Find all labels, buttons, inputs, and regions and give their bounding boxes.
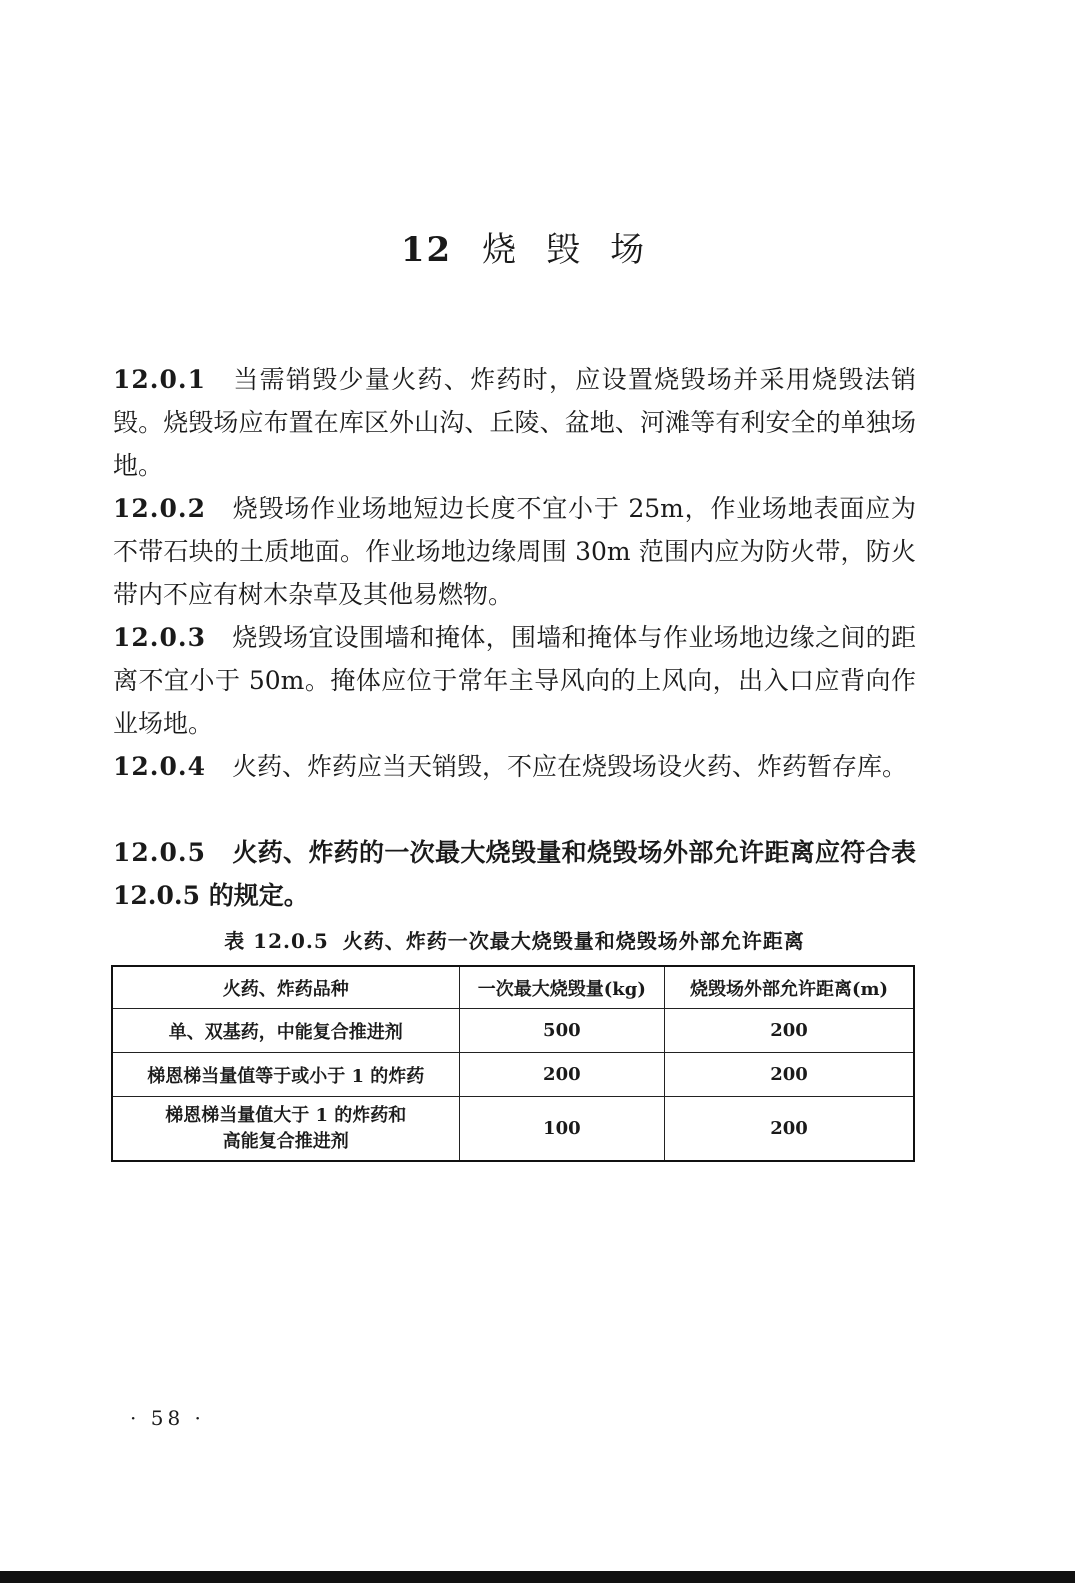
cell-distance: 200: [665, 1009, 914, 1053]
clause-12-0-1: [113, 358, 916, 487]
cell-type: [112, 1097, 459, 1162]
cell-max-burn: 200: [459, 1053, 665, 1097]
clause-text: 火药、炸药应当天销毁，不应在烧毁场设火药、炸药暂存库。: [232, 752, 908, 781]
clause-text: 当需销毁少量火药、炸药时，应设置烧毁场并采用烧毁法销毁。烧毁场应布置在库区外山沟、丘陵、盆地、河滩等有利安全的单独场地。: [113, 365, 916, 480]
table-title: 火药、炸药一次最大烧毁量和烧毁场外部允许距离: [342, 929, 805, 953]
clause-number: 12.0.4: [113, 752, 206, 781]
header-max-burn: 一次最大烧毁量(kg): [459, 966, 665, 1009]
clause-number: 12.0.1: [113, 365, 206, 394]
cell-type-line1: 梯恩梯当量值大于 1 的炸药和: [165, 1104, 407, 1126]
scan-edge-bar: [0, 1571, 1075, 1583]
cell-max-burn: 100: [459, 1097, 665, 1162]
clause-12-0-5: [113, 831, 916, 917]
clause-number: 12.0.2: [113, 494, 206, 523]
table-header-row: [112, 966, 914, 1009]
table-number: 表 12.0.5: [224, 929, 329, 953]
cell-type-line2: 高能复合推进剂: [222, 1130, 349, 1152]
cell-distance: 200: [665, 1053, 914, 1097]
distance-table: [111, 965, 915, 1162]
table-row: [112, 1009, 914, 1053]
clause-12-0-4: [113, 745, 916, 788]
clause-text: 烧毁场宜设围墙和掩体，围墙和掩体与作业场地边缘之间的距离不宜小于 50m。掩体应位于常年主导风向的上风向，出入口应背向作业场地。: [113, 623, 916, 738]
table-row: [112, 1097, 914, 1162]
clause-text: 烧毁场作业场地短边长度不宜小于 25m，作业场地表面应为不带石块的土质地面。作业场地边缘周围 30m 范围内应为防火带，防火带内不应有树木杂草及其他易燃物。: [113, 494, 916, 609]
page-number: · 58 ·: [130, 1406, 205, 1430]
chapter-name: 烧毁场: [482, 230, 675, 270]
cell-type: 梯恩梯当量值等于或小于 1 的炸药: [112, 1053, 459, 1097]
clause-12-0-3: [113, 616, 916, 745]
chapter-number: 12: [400, 230, 453, 270]
chapter-title: [0, 222, 1075, 271]
header-distance: 烧毁场外部允许距离(m): [665, 966, 914, 1009]
table-caption: [113, 925, 916, 954]
cell-type: 单、双基药，中能复合推进剂: [112, 1009, 459, 1053]
clause-number: 12.0.3: [113, 623, 206, 652]
clause-text: 火药、炸药的一次最大烧毁量和烧毁场外部允许距离应符合表 12.0.5 的规定。: [113, 838, 916, 910]
cell-max-burn: 500: [459, 1009, 665, 1053]
clause-12-0-2: [113, 487, 916, 616]
clause-number: 12.0.5: [113, 838, 206, 867]
header-type: 火药、炸药品种: [112, 966, 459, 1009]
cell-distance: 200: [665, 1097, 914, 1162]
table-row: [112, 1053, 914, 1097]
